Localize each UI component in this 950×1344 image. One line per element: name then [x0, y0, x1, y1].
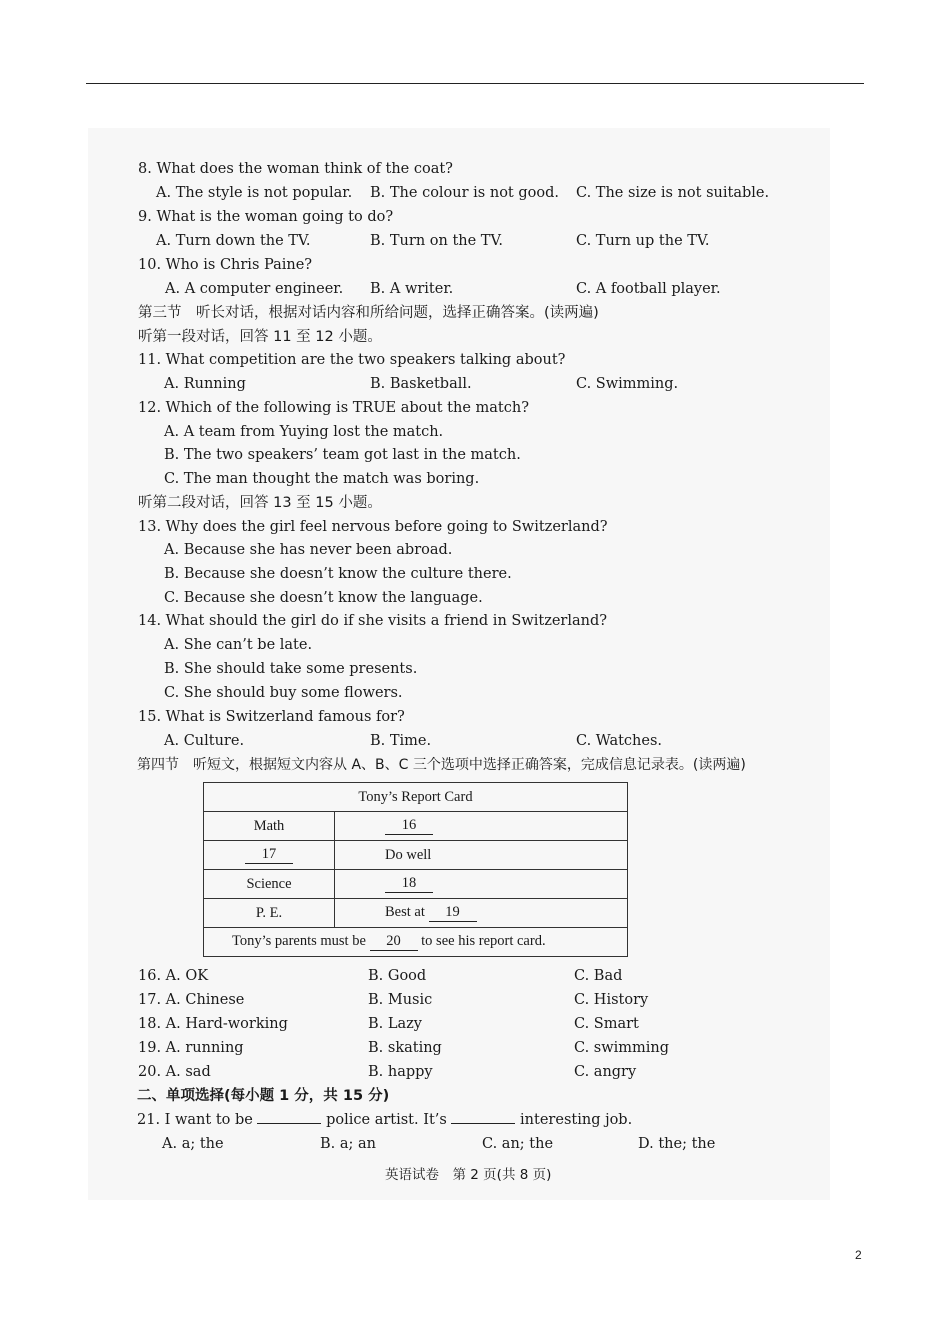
q15-option-c: C. Watches. — [576, 733, 663, 749]
q16-option-c: C. Bad — [574, 968, 623, 984]
section3-dialog1-instruction: 听第一段对话，回答 11 至 12 小题。 — [138, 329, 382, 345]
blank-19: 19 — [429, 904, 477, 922]
q8-stem: 8. What does the woman think of the coat? — [138, 161, 453, 177]
q13-stem: 13. Why does the girl feel nervous before going to Switzerland? — [138, 519, 608, 535]
report-card-cell — [204, 841, 335, 870]
report-card-subject-math: Math — [204, 812, 335, 841]
report-card-comment-do-well: Do well — [335, 841, 628, 870]
section3-title: 第三节 听长对话，根据对话内容和所给问题，选择正确答案。(读两遍) — [138, 305, 599, 321]
q21-option-c: C. an; the — [482, 1136, 554, 1152]
q9-option-a: A. Turn down the TV. — [156, 233, 311, 249]
page-number: 2 — [855, 1248, 862, 1262]
q20-option-c: C. angry — [574, 1064, 637, 1080]
q16-option-b: B. Good — [368, 968, 427, 984]
q16-option-a: 16. A. OK — [138, 968, 209, 984]
q14-option-b: B. She should take some presents. — [164, 661, 418, 677]
q18-option-b: B. Lazy — [368, 1016, 422, 1032]
blank-16: 16 — [385, 817, 433, 835]
q14-stem: 14. What should the girl do if she visits a friend in Switzerland? — [138, 613, 608, 629]
q21-text-2: police artist. It’s — [326, 1112, 447, 1128]
q17-option-a: 17. A. Chinese — [138, 992, 245, 1008]
q18-option-a: 18. A. Hard-working — [138, 1016, 288, 1032]
q19-option-a: 19. A. running — [138, 1040, 244, 1056]
q11-option-c: C. Swimming. — [576, 376, 679, 392]
q8-option-b: B. The colour is not good. — [370, 185, 559, 201]
q21-option-a: A. a; the — [162, 1136, 224, 1152]
q17-option-c: C. History — [574, 992, 649, 1008]
blank-18: 18 — [385, 875, 433, 893]
q17-option-b: B. Music — [368, 992, 433, 1008]
report-card-subject-science: Science — [204, 870, 335, 899]
q10-stem: 10. Who is Chris Paine? — [138, 257, 313, 273]
q21-stem — [137, 1111, 632, 1129]
blank-20: 20 — [370, 933, 418, 951]
header-rule — [86, 83, 864, 84]
q12-option-b: B. The two speakers’ team got last in the match. — [164, 447, 521, 463]
blank-17: 17 — [245, 846, 293, 864]
q12-option-a: A. A team from Yuying lost the match. — [164, 424, 444, 440]
q19-option-b: B. skating — [368, 1040, 442, 1056]
q21-option-d: D. the; the — [638, 1136, 716, 1152]
q15-stem: 15. What is Switzerland famous for? — [138, 709, 405, 725]
report-card-cell — [335, 870, 628, 899]
q15-option-b: B. Time. — [370, 733, 432, 749]
q9-stem: 9. What is the woman going to do? — [138, 209, 394, 225]
q20-option-a: 20. A. sad — [138, 1064, 211, 1080]
q21-blank-1 — [257, 1123, 321, 1124]
footer-suffix: to see his report card. — [421, 933, 546, 949]
part2-title: 二、单项选择(每小题 1 分，共 15 分) — [137, 1088, 390, 1104]
report-card-footer — [204, 928, 628, 957]
q21-option-b: B. a; an — [320, 1136, 376, 1152]
q14-option-c: C. She should buy some flowers. — [164, 685, 403, 701]
report-card-subject-pe: P. E. — [204, 899, 335, 928]
q13-option-b: B. Because she doesn’t know the culture there. — [164, 566, 512, 582]
q21-blank-2 — [451, 1123, 515, 1124]
q12-stem: 12. Which of the following is TRUE about the match? — [138, 400, 529, 416]
q15-option-a: A. Culture. — [164, 733, 245, 749]
q9-option-c: C. Turn up the TV. — [576, 233, 710, 249]
q8-option-c: C. The size is not suitable. — [576, 185, 770, 201]
q11-option-b: B. Basketball. — [370, 376, 472, 392]
q21-text-3: interesting job. — [520, 1112, 633, 1128]
q12-option-c: C. The man thought the match was boring. — [164, 471, 480, 487]
q10-option-c: C. A football player. — [576, 281, 721, 297]
q11-stem: 11. What competition are the two speakers talking about? — [138, 352, 566, 368]
q10-option-a: A. A computer engineer. — [165, 281, 344, 297]
footer-prefix: Tony’s parents must be — [232, 933, 366, 949]
q10-option-b: B. A writer. — [370, 281, 454, 297]
report-card-table — [203, 782, 628, 957]
q13-option-c: C. Because she doesn’t know the language. — [164, 590, 483, 606]
report-card-cell — [335, 812, 628, 841]
q20-option-b: B. happy — [368, 1064, 433, 1080]
q21-text-1: 21. I want to be — [137, 1112, 253, 1128]
section4-title: 第四节 听短文，根据短文内容从 A、B、C 三个选项中选择正确答案，完成信息记录表。(读两遍) — [137, 757, 746, 773]
q19-option-c: C. swimming — [574, 1040, 670, 1056]
exam-footer: 英语试卷 第 2 页(共 8 页) — [385, 1167, 552, 1183]
q8-option-a: A. The style is not popular. — [156, 185, 353, 201]
best-at-label: Best at — [385, 904, 425, 920]
report-card-cell — [335, 899, 628, 928]
q18-option-c: C. Smart — [574, 1016, 639, 1032]
q13-option-a: A. Because she has never been abroad. — [164, 542, 453, 558]
q9-option-b: B. Turn on the TV. — [370, 233, 504, 249]
report-card-title: Tony’s Report Card — [204, 783, 628, 812]
section3-dialog2-instruction: 听第二段对话，回答 13 至 15 小题。 — [138, 495, 382, 511]
q11-option-a: A. Running — [164, 376, 246, 392]
q14-option-a: A. She can’t be late. — [164, 637, 313, 653]
